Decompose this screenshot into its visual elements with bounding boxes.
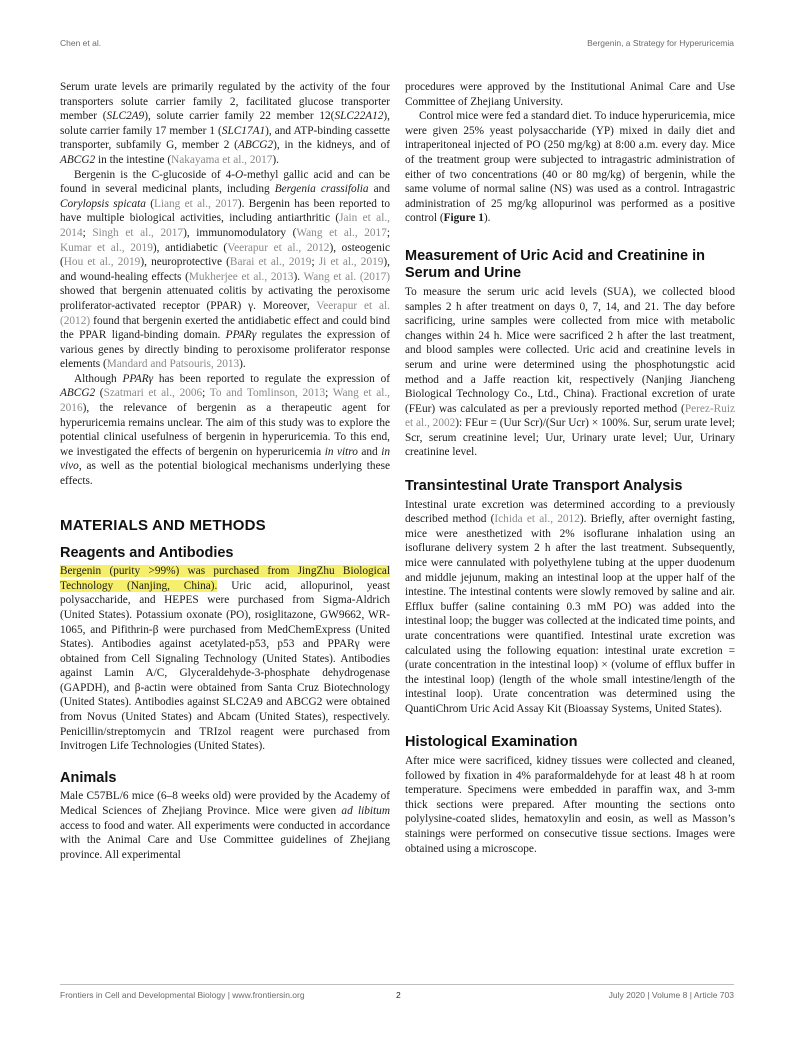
citation-link[interactable]: Hou et al., 2019 — [63, 256, 141, 269]
histology-paragraph: After mice were sacrificed, kidney tissues were collected and cleaned, followed by fixation in 4% paraformaldehyde for at least 48 h at room temperature. Specimens were embedded in paraffin wax, and 3-mm thick sections were prepared. After mounting the sections onto polylysine-coated slides, hematoxylin and eosin, as well as Masson’s stainings were performed on consecutive tissue sections. Images were obtained using a microscope. — [405, 754, 735, 855]
animals-paragraph: Male C57BL/6 mice (6–8 weeks old) were provided by the Academy of Medical Sciences of Zhejiang Province. Mice were given ad libitum access to food and water. All experiments were conducted in accordance with the Animal Care and Use Committee guidelines of Zhejiang province. All experimental — [60, 790, 390, 861]
section-title-methods: MATERIALS AND METHODS — [60, 516, 266, 534]
intro-paragraph-3: Although PPARγ has been reported to regulate the expression of ABCG2 (Szatmari et al., 2006; To and Tomlinson, 2013; Wang et al., 2016), the relevance of bergenin as a therapeutic agent for hyperuricemia remains unclear. The aim of this study was to explore the potential clinical usefulness of bergenin in hyperuricemia. To this end, we investigated the effects of bergenin on hyperuricemia in vitro and in vivo, as well as the potential biological mechanisms underlying these effects. — [60, 372, 390, 488]
left-column — [60, 80, 390, 862]
treatment-paragraph: Control mice were fed a standard diet. To induce hyperuricemia, mice were given 25% yeast polysaccharide (YP) mixed in daily diet and intraperitoneal injected of PO (250 mg/kg) at 8:00 a.m. every day. Mice of the treatment group were subjected to intragastric administration of either of two concentrations (40 or 80 mg/kg) of bergenin, while the same volume of normal saline (NS) was used as a control. Intragastric administration of 25 mg/kg allopurinol was performed as a positive control (Figure 1). — [405, 110, 735, 225]
subsection-title-animals: Animals — [60, 769, 117, 786]
citation-link[interactable]: Liang et al., 2017 — [153, 197, 238, 210]
citation-link[interactable]: Perez-Ruiz et al., 2002 — [405, 402, 735, 430]
citation-link[interactable]: Wang et al. (2017) — [303, 270, 390, 283]
citation-link[interactable]: Mukherjee et al., 2013 — [188, 270, 294, 283]
citation-link[interactable]: Veerapur et al., 2012 — [227, 241, 330, 254]
subsection-title-transintestinal: Transintestinal Urate Transport Analysis — [405, 478, 683, 495]
header-short-title: Bergenin, a Strategy for Hyperuricemia — [587, 38, 734, 48]
citation-link[interactable]: Singh et al., 2017 — [92, 226, 184, 239]
transintestinal-paragraph: Intestinal urate excretion was determined according to a previously described method (Ichida et al., 2012). Briefly, after overnight fasting, mice were anesthetized with 2% isoflurane inhalation using an isoflurane delivery system 2 h after the last treatment. Subsequently, mice were cannulated with polyethylene tubing at the upper duodenum and middle jejunum, making an intestinal loop at the upper half of the intestine. The intestinal contents were slowly removed by saline and air. Efflux buffer (saline containing 0.3 mM PO) was added into the intestinal loop; the bugger was collected at the indicated time points, and urate concentrations were quantified. Intestinal urate excretion was calculated using the following equation: intestinal urate excretion = (urate concentration in the intestinal loop) × (volume of efflux buffer in the intestinal loop) (length of the whole small intestine/length of the intestinal loop). Urate concentration was determined using the QuantiChrom Uric Acid Assay Kit (Bioassay Systems, United States). — [405, 498, 735, 715]
subsection-title-uric-acid: Measurement of Uric Acid and Creatinine in Serum and Urine — [405, 247, 705, 282]
citation-link[interactable]: Jain et al., 2014 — [60, 212, 390, 239]
subsection-title-histology: Histological Examination — [405, 734, 578, 751]
intro-paragraph-1: Serum urate levels are primarily regulated by the activity of the four transporters solute carrier family 2, facilitated glucose transporter member (SLC2A9), solute carrier family 22 member 12(SLC22A12), solute carrier family 17 member 1 (SLC17A1), and ATP-binding cassette transporter, subfamily G, member 2 (ABCG2), in the kidneys, and of ABCG2 in the intestine (Nakayama et al., 2017). — [60, 81, 391, 166]
uric-acid-paragraph: To measure the serum uric acid levels (SUA), we collected blood samples 2 h after treatment on days 0, 7, 14, and 21. The day before sacrificing, urine samples were collected from mice with metabolic changes within 24 h. Mice were sacrificed 2 h after the last treatment, and blood samples were collected. Uric acid and creatinine levels in serum and urine were determined using the phosphotungstic acid method and a Jaffe reaction kit, respectively (Nanjing Jiancheng Biological Technology Co., Ltd., China). Fractional excretion of urate (FEur) was calculated as per a previously reported method (Perez-Ruiz et al., 2002): FEur = (Uur Scr)/(Sur Ucr) × 100%. Sur, serum urate level; Scr, serum creatinine level; Uur, Urinary urate level; Uur, Urinary creatinine level. — [405, 285, 735, 459]
running-header — [60, 38, 734, 50]
citation-link[interactable]: Wang et al., 2016 — [60, 387, 390, 415]
page-footer — [60, 990, 734, 1002]
reagents-paragraph: Bergenin (purity >99%) was purchased from JingZhu Biological Technology (Nanjing, China). Uric acid, allopurinol, yeast polysaccharide, and HEPES were purchased from Sigma-Aldrich (United States). Potassium oxonate (PO), rosiglitazone, GW9662, WR-1065, and Pifithrin-β were purchased from MedChemExpress (United States). Antibodies against acetylated-p53, p53 and PPARγ were obtained from Cell Signaling Technology (United States). Antibodies against Lamin A/C, Glyceraldehyde-3-phosphate dehydrogenase (GAPDH), and β-actin were obtained from Santa Cruz Biotechnology (United States). Antibodies against SLC2A9 and ABCG2 were obtained from Novus (United States) and Abcam (United States), respectively. Penicillin/streptomycin and TRIzol reagent were purchased from Invitrogen Life Technologies (United States). — [60, 565, 390, 753]
animals-paragraph-continued: procedures were approved by the Institutional Animal Care and Use Committee of Zhejiang University. — [405, 81, 735, 108]
citation-link[interactable]: Veerapur et al. (2012) — [60, 299, 390, 327]
right-column — [405, 80, 735, 856]
citation-link[interactable]: Wang et al., 2017 — [296, 226, 387, 239]
citation-link[interactable]: Ji et al., 2019 — [318, 256, 384, 269]
footer-journal[interactable]: Frontiers in Cell and Developmental Biology | www.frontiersin.org — [60, 990, 305, 1000]
citation-link[interactable]: Szatmari et al., 2006 — [103, 387, 203, 400]
citation-link[interactable]: Nakayama et al., 2017 — [171, 153, 273, 166]
header-authors: Chen et al. — [60, 38, 102, 48]
highlighted-text[interactable]: Bergenin (purity >99%) was purchased from JingZhu Biological Technology (Nanjing, China). — [60, 565, 390, 592]
citation-link[interactable]: Barai et al., 2019 — [229, 256, 312, 269]
intro-paragraph-2: Bergenin is the C-glucoside of 4-O-methyl gallic acid and can be found in several medicinal plants, including Bergenia crassifolia and Corylopsis spicata (Liang et al., 2017). Bergenin has been reported to have multiple biological activities, including antiarthritic (Jain et al., 2014; Singh et al., 2017), immunomodulatory (Wang et al., 2017; Kumar et al., 2019), antidiabetic (Veerapur et al., 2012), osteogenic (Hou et al., 2019), neuroprotective (Barai et al., 2019; Ji et al., 2019), and wound-healing effects (Mukherjee et al., 2013). Wang et al. (2017) showed that bergenin attenuated colitis by activating the peroxisome proliferator-activated receptor (PPAR) γ. Moreover, Veerapur et al. (2012) found that bergenin exerted the antidiabetic effect and could bind the PPAR ligand-binding domain. PPARγ regulates the expression of various genes by directly binding to peroxisome proliferator response elements (Mandard and Patsouris, 2013). — [60, 168, 390, 371]
figure-link[interactable]: Figure 1 — [443, 212, 484, 225]
citation-link[interactable]: Kumar et al., 2019 — [60, 241, 153, 254]
footer-issue: July 2020 | Volume 8 | Article 703 — [608, 990, 734, 1000]
footer-divider — [60, 984, 734, 985]
citation-link[interactable]: To and Tomlinson, 2013 — [209, 387, 326, 400]
citation-link[interactable]: Ichida et al., 2012 — [494, 513, 580, 526]
citation-link[interactable]: Mandard and Patsouris, 2013 — [106, 358, 240, 371]
page-number: 2 — [396, 990, 401, 1000]
subsection-title-reagents: Reagents and Antibodies — [60, 544, 234, 561]
